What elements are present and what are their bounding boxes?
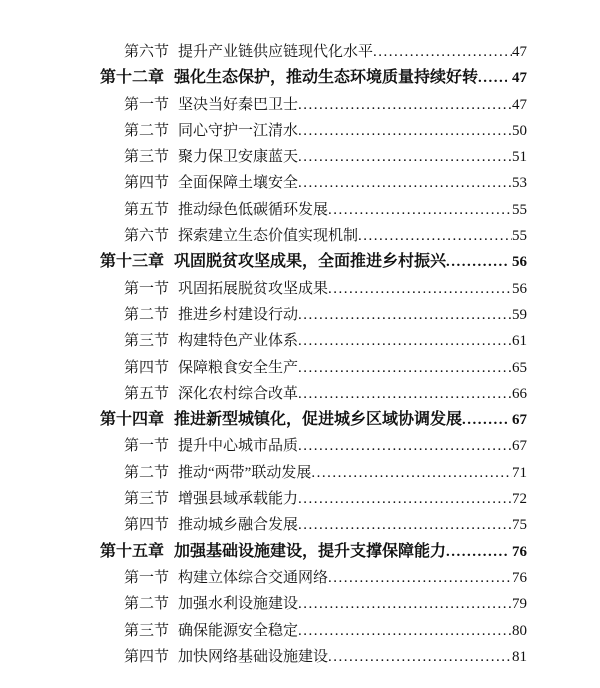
dotted-leader-icon xyxy=(478,65,507,91)
toc-entry[interactable] xyxy=(100,223,527,249)
dotted-leader-icon xyxy=(328,644,512,670)
entry-title: 同心守护一江清水 xyxy=(178,122,299,139)
entry-title: 保障粮食安全生产 xyxy=(178,359,299,376)
entry-label: 第五节 xyxy=(124,385,170,402)
entry-page: 55 xyxy=(512,201,527,218)
entry-page: 65 xyxy=(512,359,527,376)
toc-entry[interactable] xyxy=(100,144,527,170)
entry-page: 79 xyxy=(512,596,527,613)
entry-title: 全面保障土壤安全 xyxy=(178,175,299,192)
entry-page: 59 xyxy=(512,306,527,323)
entry-label: 第一节 xyxy=(124,280,170,297)
entry-title: 探索建立生态价值实现机制 xyxy=(178,228,359,245)
entry-label: 第四节 xyxy=(124,648,170,665)
dotted-leader-icon xyxy=(328,276,512,302)
dotted-leader-icon xyxy=(298,302,512,328)
entry-page: 66 xyxy=(512,385,527,402)
dotted-leader-icon xyxy=(298,118,512,144)
entry-page: 56 xyxy=(512,280,527,297)
entry-page: 51 xyxy=(512,149,527,166)
entry-title: 强化生态保护，推动生态环境质量持续好转 xyxy=(174,69,479,87)
entry-title: 确保能源安全稳定 xyxy=(178,622,299,639)
entry-title: 推进新型城镇化，促进城乡区域协调发展 xyxy=(174,411,463,429)
entry-page: 80 xyxy=(512,622,527,639)
entry-title: 加强水利设施建设 xyxy=(178,596,299,613)
entry-title: 推动城乡融合发展 xyxy=(178,517,299,534)
dotted-leader-icon xyxy=(298,170,512,196)
entry-title: 加快网络基础设施建设 xyxy=(178,648,329,665)
entry-label: 第二节 xyxy=(124,122,170,139)
entry-page: 67 xyxy=(512,438,527,455)
toc-entry[interactable] xyxy=(100,433,527,459)
entry-page: 47 xyxy=(512,96,527,113)
entry-title: 增强县域承载能力 xyxy=(178,491,299,508)
toc-entry[interactable] xyxy=(100,355,527,381)
entry-title: 提升中心城市品质 xyxy=(178,438,299,455)
entry-label: 第五节 xyxy=(124,201,170,218)
toc-entry[interactable] xyxy=(100,249,527,275)
toc-entry[interactable] xyxy=(100,591,527,617)
entry-page: 81 xyxy=(512,648,527,665)
entry-title: 深化农村综合改革 xyxy=(178,385,299,402)
dotted-leader-icon xyxy=(373,39,512,65)
entry-label: 第一节 xyxy=(124,569,170,586)
entry-title: 推动“两带”联动发展 xyxy=(178,464,312,481)
entry-page: 76 xyxy=(512,543,527,560)
entry-page: 53 xyxy=(512,175,527,192)
entry-label: 第二节 xyxy=(124,306,170,323)
toc-entry[interactable] xyxy=(100,486,527,512)
dotted-leader-icon xyxy=(446,539,507,565)
entry-page: 72 xyxy=(512,491,527,508)
entry-label: 第一节 xyxy=(124,96,170,113)
toc-entry[interactable] xyxy=(100,381,527,407)
dotted-leader-icon xyxy=(298,355,512,381)
toc-entry[interactable] xyxy=(100,302,527,328)
toc-entry[interactable] xyxy=(100,328,527,354)
entry-title: 构建特色产业体系 xyxy=(178,333,299,350)
toc-entry[interactable] xyxy=(100,460,527,486)
entry-title: 聚力保卫安康蓝天 xyxy=(178,149,299,166)
dotted-leader-icon xyxy=(298,618,512,644)
entry-page: 47 xyxy=(512,44,527,60)
dotted-leader-icon xyxy=(298,144,512,170)
toc-entry[interactable] xyxy=(100,565,527,591)
entry-title: 推进乡村建设行动 xyxy=(178,306,299,323)
entry-title: 提升产业链供应链现代化水平 xyxy=(178,44,374,60)
entry-page: 75 xyxy=(512,517,527,534)
entry-label: 第三节 xyxy=(124,491,170,508)
toc-entry[interactable] xyxy=(100,92,527,118)
toc-entry[interactable] xyxy=(100,644,527,670)
dotted-leader-icon xyxy=(446,249,507,275)
entry-label: 第三节 xyxy=(124,333,170,350)
dotted-leader-icon xyxy=(328,197,512,223)
dotted-leader-icon xyxy=(298,381,512,407)
toc-entry[interactable] xyxy=(100,118,527,144)
toc-entry[interactable] xyxy=(100,407,527,433)
entry-label: 第三节 xyxy=(124,149,170,166)
entry-page: 50 xyxy=(512,122,527,139)
entry-page: 47 xyxy=(512,70,527,87)
dotted-leader-icon xyxy=(462,407,507,433)
entry-page: 67 xyxy=(512,412,527,429)
toc-entry[interactable] xyxy=(100,197,527,223)
toc-entry[interactable] xyxy=(100,276,527,302)
entry-title: 构建立体综合交通网络 xyxy=(178,569,329,586)
toc-entry[interactable] xyxy=(100,65,527,91)
entry-label: 第四节 xyxy=(124,175,170,192)
entry-label: 第十五章 xyxy=(100,542,165,560)
dotted-leader-icon xyxy=(298,433,512,459)
dotted-leader-icon xyxy=(358,223,512,249)
entry-title: 加强基础设施建设，提升支撑保障能力 xyxy=(174,542,447,560)
entry-page: 71 xyxy=(512,464,527,481)
entry-page: 56 xyxy=(512,254,527,271)
dotted-leader-icon xyxy=(298,591,512,617)
entry-label: 第四节 xyxy=(124,517,170,534)
entry-label: 第三节 xyxy=(124,622,170,639)
entry-label: 第十二章 xyxy=(100,69,165,87)
toc-entry[interactable] xyxy=(100,618,527,644)
entry-title: 巩固拓展脱贫攻坚成果 xyxy=(178,280,329,297)
dotted-leader-icon xyxy=(311,460,512,486)
entry-page: 76 xyxy=(512,569,527,586)
entry-label: 第六节 xyxy=(124,228,170,245)
entry-title: 坚决当好秦巴卫士 xyxy=(178,96,299,113)
entry-page: 55 xyxy=(512,228,527,245)
toc-entry[interactable] xyxy=(100,170,527,196)
entry-label: 第一节 xyxy=(124,438,170,455)
toc-entry[interactable] xyxy=(100,39,527,65)
entry-label: 第十四章 xyxy=(100,411,165,429)
dotted-leader-icon xyxy=(298,328,512,354)
entry-label: 第四节 xyxy=(124,359,170,376)
toc-entry[interactable] xyxy=(100,512,527,538)
toc-list xyxy=(100,39,527,670)
dotted-leader-icon xyxy=(328,565,512,591)
entry-label: 第六节 xyxy=(124,44,170,60)
entry-label: 第十三章 xyxy=(100,253,165,271)
entry-label: 第二节 xyxy=(124,464,170,481)
entry-title: 巩固脱贫攻坚成果，全面推进乡村振兴 xyxy=(174,253,447,271)
dotted-leader-icon xyxy=(298,512,512,538)
toc-entry[interactable] xyxy=(100,539,527,565)
entry-page: 61 xyxy=(512,333,527,350)
dotted-leader-icon xyxy=(298,486,512,512)
entry-label: 第二节 xyxy=(124,596,170,613)
dotted-leader-icon xyxy=(298,92,512,118)
entry-title: 推动绿色低碳循环发展 xyxy=(178,201,329,218)
